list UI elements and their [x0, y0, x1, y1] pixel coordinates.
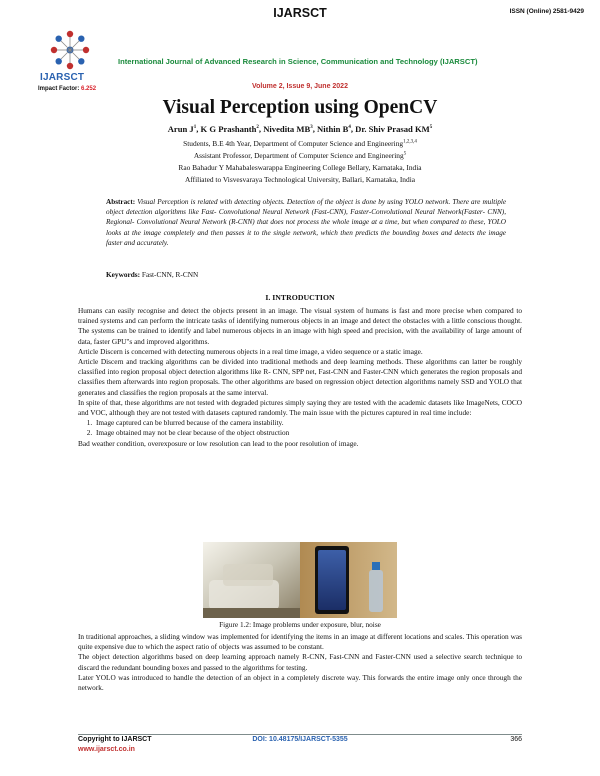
- author-name: Arun J: [167, 124, 194, 134]
- author-sup: 3: [310, 125, 313, 131]
- intro-body-continued: [78, 632, 522, 693]
- affiliation-line: [0, 151, 600, 160]
- footer-copyright: Copyright to IJARSCT: [78, 736, 152, 743]
- abstract-text: Visual Perception is related with detecting objects. Detection of the object is done by using YOLO network. There are multiple object detection algorithms like Fast- Convolutional Neural Network (Fast-CNN), Faster-Convolutional Neural Network(Faster- CNN), Regional- Convolutional Neural Network (R-CNN) that does not process the whole image at a time, but when compared to these, YOLO looks at the image completely and then passes it to the single network, which then predicts the bounding boxes and detects the image faster and accurately.: [106, 198, 507, 247]
- author-list: Arun $J^1$, K G Prashanth$^2$, Nivedita $MB^3$, Nithin $B^4$, Dr. Shiv Prasad $KM^5$: [167, 124, 433, 134]
- affiliation-sup: 5: [403, 151, 407, 157]
- affiliation-sup: 1,2,3,4: [403, 139, 417, 145]
- affiliation-text: Assistant Professor, Department of Computer Science and Engineering: [193, 151, 404, 160]
- paper-title: Visual Perception using OpenCV: [162, 97, 438, 118]
- affiliation-text: Students, B.E 4th Year, Department of Computer Science and Engineering: [183, 139, 404, 148]
- author-sup: 1: [193, 125, 197, 131]
- impact-factor-label: Impact Factor:: [38, 86, 80, 92]
- paragraph: The object detection algorithms based on deep learning approach namely R-CNN, Fast-CNN and Faster-CNN used a selective search technique to discard the redundant bounding boxes and passed to the algorithms for testing.: [78, 652, 522, 672]
- intro-body: [78, 306, 522, 449]
- affiliation-text: Rao Bahadur Y Mahabaleswarappa Engineering College Bellary, Karnataka, India: [178, 163, 422, 172]
- issue-list: [78, 418, 522, 438]
- paragraph: Later YOLO was introduced to handle the detection of an object in a completely discrete way. This forwards the entire image only once through the network.: [78, 672, 522, 693]
- keywords-text: Fast-CNN, R-CNN: [141, 270, 199, 279]
- author-name: Nivedita MB: [263, 124, 311, 134]
- author-name: Dr. Shiv Prasad KM: [355, 124, 430, 134]
- abstract-label: Abstract:: [106, 198, 136, 206]
- paragraph: Article Discern is concerned with detecting numerous objects in a real time image, a video sequence or a static image.: [78, 346, 423, 356]
- keywords: [106, 270, 198, 279]
- affiliation-line: [0, 163, 600, 172]
- list-item: 1. Image captured can be blurred because of the camera instability.: [94, 418, 522, 428]
- paragraph: In traditional approaches, a sliding window was implemented for identifying the items in an image at different locations and scales. This operation was quite expensive due to which the aspect ratio of objects was assumed to be constant.: [78, 632, 522, 652]
- journal-full-name: International Journal of Advanced Research in Science, Communication and Technology (IJARSCT): [118, 57, 478, 66]
- figure-caption: Figure 1.2: Image problems under exposure, blur, noise: [219, 620, 381, 629]
- paragraph: Humans can easily recognise and detect the objects present in an image. The visual system of humans is fast and more precise when compared to trained systems and can perform the intricate tasks of identifying numerous objects in an image and detect the obstacles with a little conscious thought. The systems can be trained to identify and label numerous objects in an image with high speed and precision, with the availability of large amount of data, faster GPU"s and improved algorithms.: [78, 306, 522, 346]
- paragraph: Article Discern and tracking algorithms can be divided into traditional methods and deep learning methods. These algorithms can latter be roughly classified into region proposal object detection algorithms like R- CNN, SPP net, Fast-CNN and Faster-CNN which generates the region proposals and classifies them afterwards into region proposals. The other algorithms are based on regression object detection algorithms namely SSD and YOLO that generates and classifies the region proposals at the same interval.: [78, 357, 522, 397]
- figure-image: [203, 542, 397, 618]
- paragraph: In spite of that, these algorithms are not tested with degraded pictures simply saying they are tested with the academic datasets like ImageNets, COCO and VOC, although they are not tested with datasets captured randomly. The main issue with the pictures captured in real time include:: [78, 397, 522, 418]
- affiliation-line: [0, 139, 600, 148]
- author-sup: 5: [429, 125, 433, 131]
- page-number: 366: [510, 736, 522, 743]
- paragraph: Bad weather condition, overexposure or low resolution can lead to the poor resolution of image.: [78, 438, 359, 448]
- journal-short-name: IJARSCT: [273, 6, 327, 20]
- author-sup: 4: [348, 125, 351, 131]
- footer-website-link[interactable]: www.ijarsct.co.in: [78, 746, 135, 753]
- author-name: K G Prashanth: [200, 124, 257, 134]
- author-name: Nithin B: [317, 124, 349, 134]
- impact-factor-value: 6.252: [81, 86, 97, 92]
- abstract: [106, 197, 506, 248]
- section-heading: I. INTRODUCTION: [265, 293, 335, 302]
- list-item: 2. Image obtained may not be clear because of the object obstruction: [94, 428, 522, 438]
- affiliation-line: [0, 175, 600, 184]
- keywords-label: Keywords:: [106, 270, 141, 279]
- affiliation-text: Affiliated to Visvesvaraya Technological University, Ballari, Karnataka, India: [184, 175, 416, 184]
- volume-issue: Volume 2, Issue 9, June 2022: [252, 83, 348, 90]
- footer-doi-link[interactable]: DOI: 10.48175/IJARSCT-5355: [252, 736, 348, 743]
- issn: ISSN (Online) 2581-9429: [509, 8, 584, 15]
- logo-text: IJARSCT: [40, 72, 85, 83]
- footer-divider: [78, 734, 522, 735]
- author-sup: 2: [256, 125, 259, 131]
